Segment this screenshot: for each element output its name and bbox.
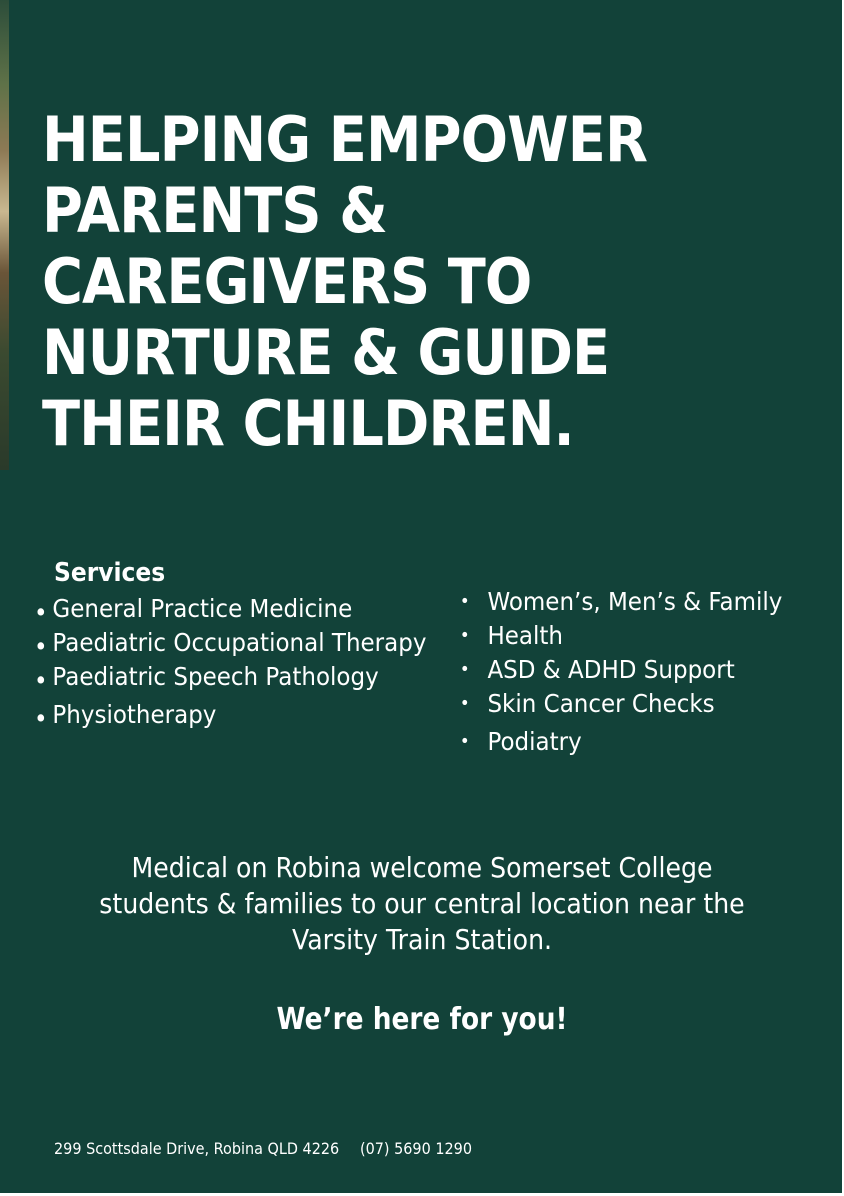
service-label: Women’s, Men’s & Family — [487, 587, 783, 616]
headline-line: HELPING EMPOWER — [42, 103, 648, 176]
service-item — [458, 687, 782, 721]
service-label: Paediatric Occupational Therapy — [52, 628, 427, 657]
service-item — [458, 585, 782, 619]
welcome-message — [0, 850, 844, 958]
services-list-right — [458, 585, 811, 759]
bullet-icon: • — [459, 591, 470, 612]
headline-line: CAREGIVERS TO — [42, 245, 532, 318]
welcome-line: students & families to our central location near the — [99, 887, 745, 920]
services-list-left — [34, 592, 461, 732]
service-item — [34, 698, 426, 732]
service-label: Health — [487, 621, 563, 650]
service-item — [34, 660, 426, 694]
bullet-icon: • — [459, 659, 470, 680]
bullet-icon: • — [34, 632, 48, 661]
services-title: Services — [54, 558, 166, 588]
bullet-icon: • — [459, 731, 470, 752]
service-label: Physiotherapy — [52, 700, 217, 729]
service-item — [458, 725, 782, 759]
bullet-icon: • — [34, 666, 48, 695]
headline-line: NURTURE & GUIDE — [42, 316, 610, 389]
bullet-icon: • — [34, 598, 48, 627]
service-item — [458, 619, 782, 653]
photo-edge-strip — [0, 0, 9, 470]
service-item — [34, 592, 426, 626]
welcome-line: Varsity Train Station. — [291, 923, 553, 956]
bullet-icon: • — [459, 693, 470, 714]
footer-phone: (07) 5690 1290 — [359, 1139, 472, 1158]
service-label: ASD & ADHD Support — [487, 655, 735, 684]
footer-contact — [54, 1138, 472, 1160]
service-label: Paediatric Speech Pathology — [52, 662, 379, 691]
footer-address: 299 Scottsdale Drive, Robina QLD 4226 — [54, 1139, 340, 1158]
bullet-icon: • — [459, 625, 470, 646]
service-item — [34, 626, 426, 660]
headline-line: PARENTS & — [42, 174, 387, 247]
service-label: Skin Cancer Checks — [487, 689, 715, 718]
service-label: Podiatry — [487, 727, 582, 756]
bullet-icon: • — [34, 704, 48, 733]
headline — [42, 104, 832, 459]
tagline: We’re here for you! — [276, 1002, 568, 1037]
service-label: General Practice Medicine — [52, 594, 353, 623]
service-item — [458, 653, 782, 687]
headline-line: THEIR CHILDREN. — [42, 387, 574, 460]
welcome-line: Medical on Robina welcome Somerset College — [131, 851, 713, 884]
